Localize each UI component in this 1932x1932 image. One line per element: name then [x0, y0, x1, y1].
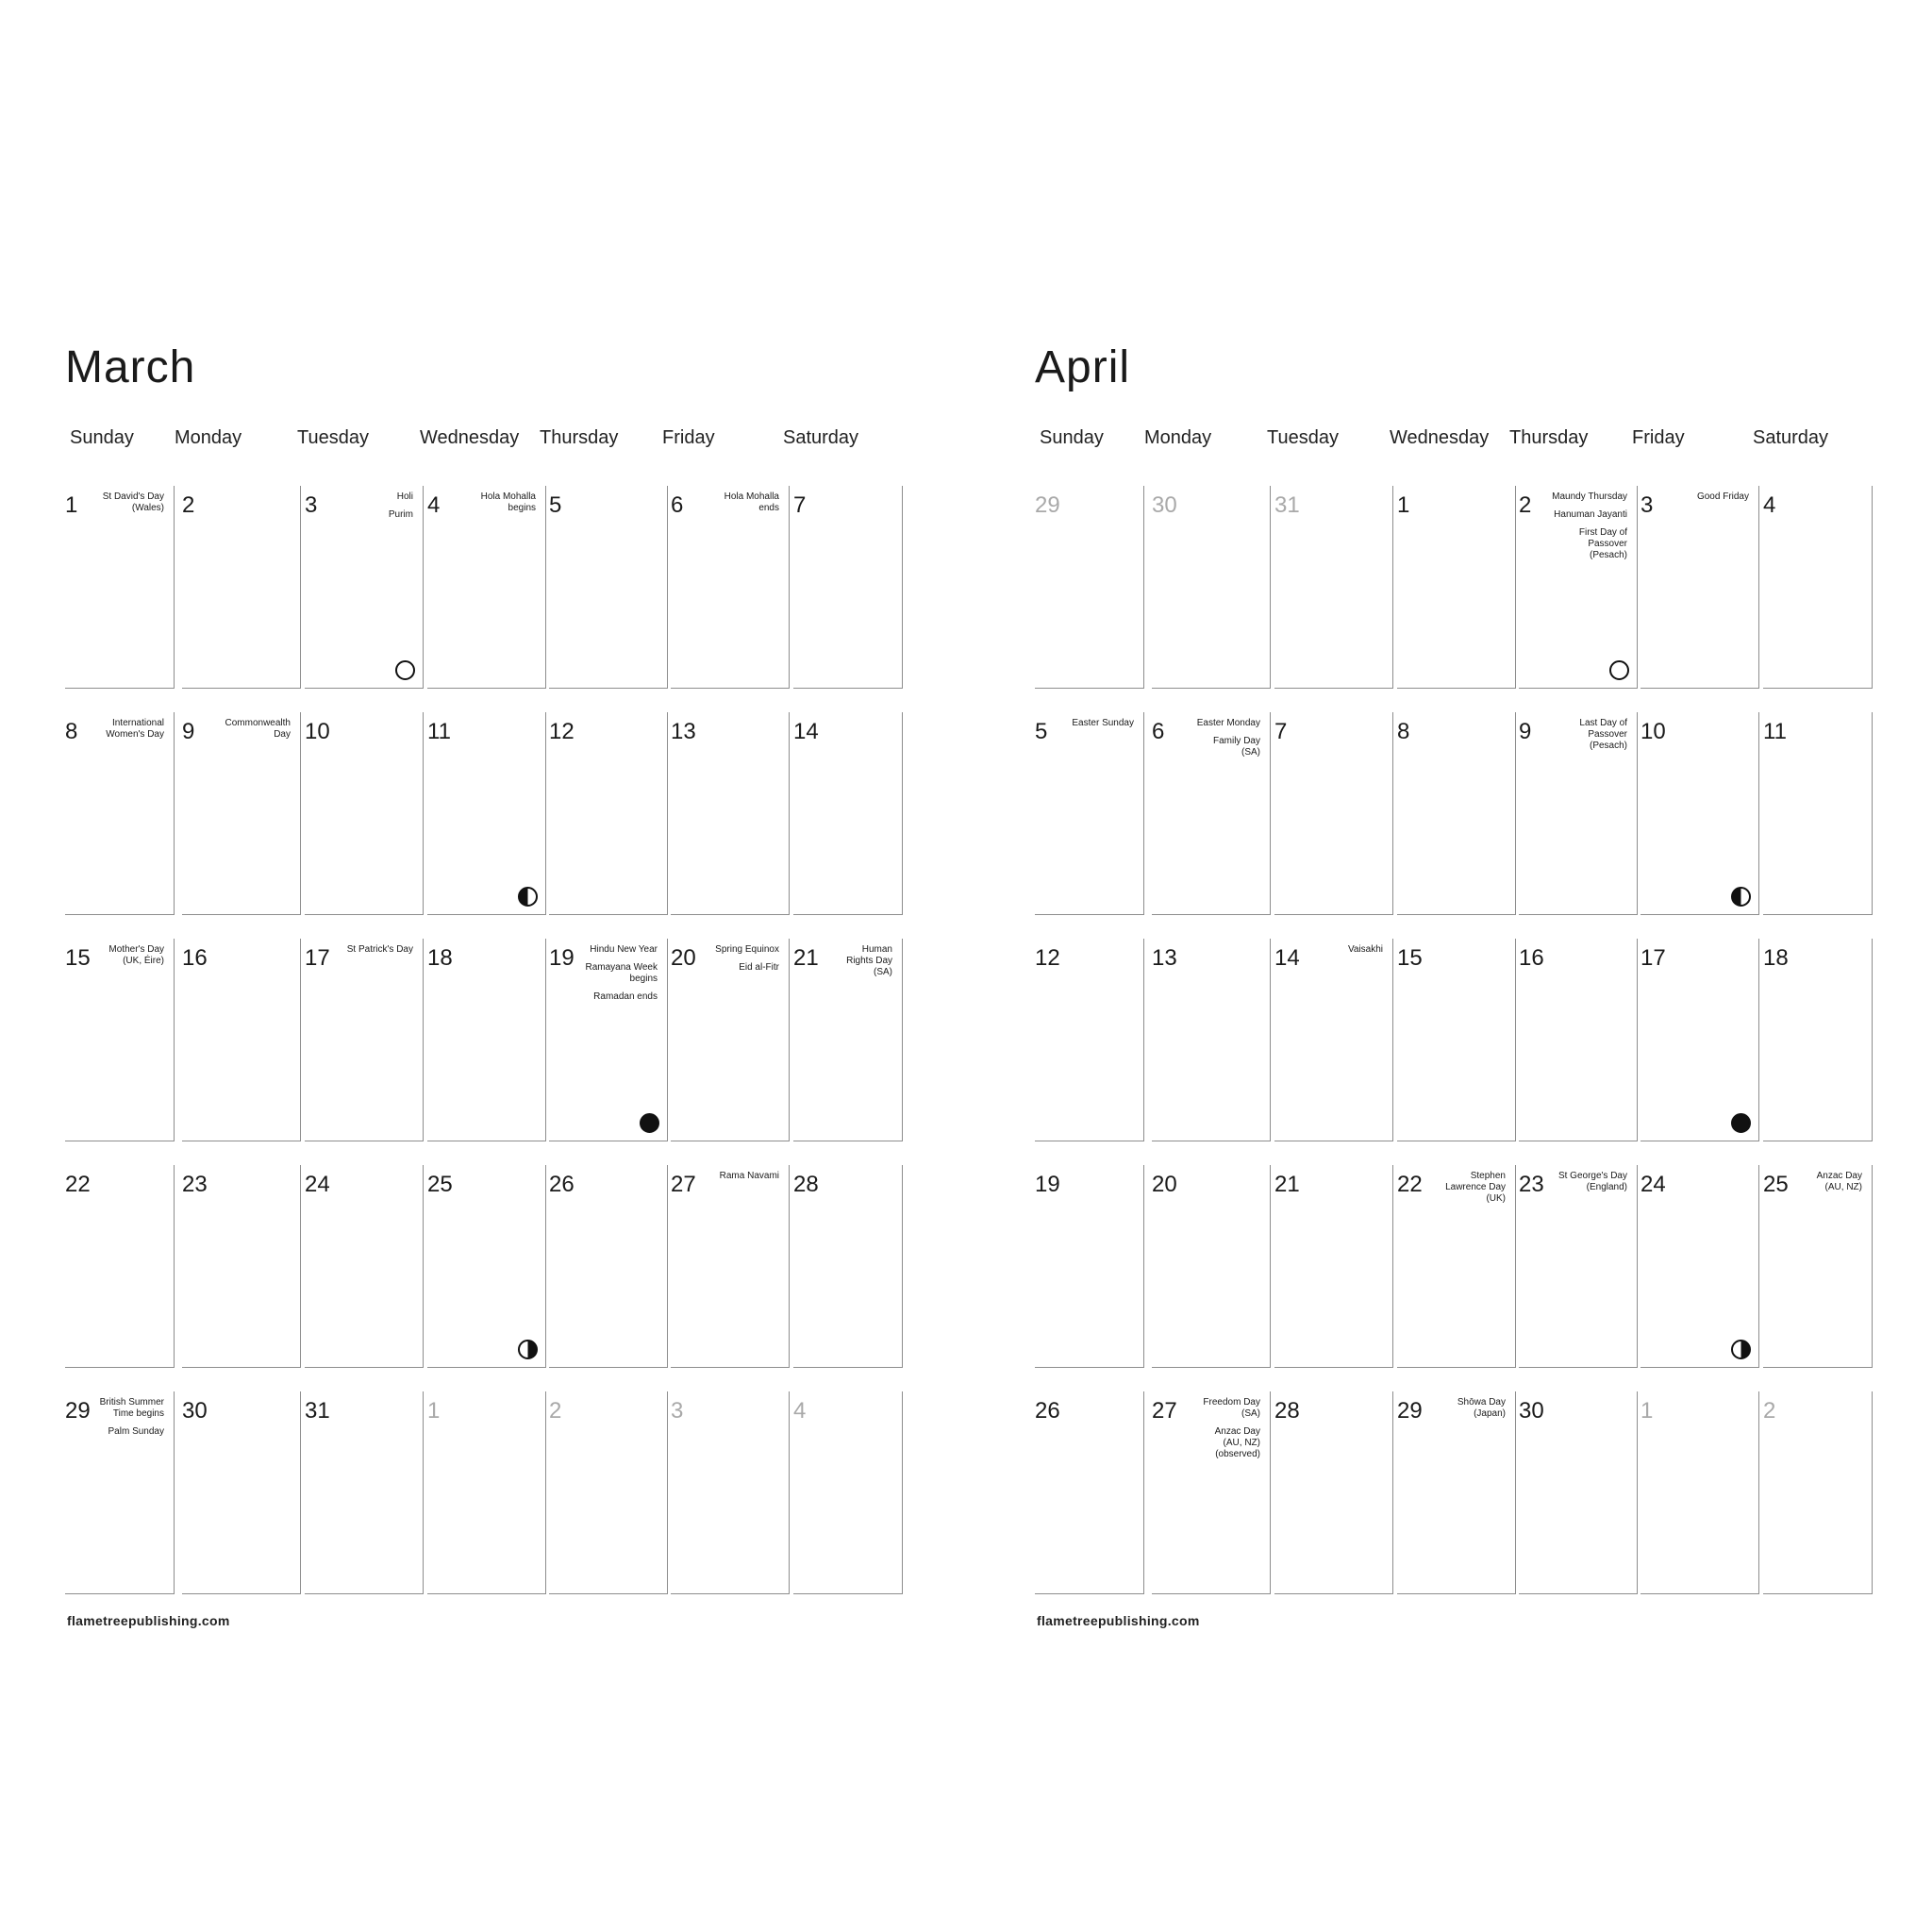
- event-label: St David's Day (Wales): [102, 491, 164, 513]
- event-label: Hanuman Jayanti: [1554, 509, 1627, 520]
- first-quarter-moon-icon: [1731, 1340, 1751, 1359]
- day-number: 19: [1035, 1172, 1060, 1197]
- day-number: 30: [1152, 492, 1177, 518]
- day-number: 15: [1397, 945, 1423, 971]
- day-number: 4: [1763, 492, 1776, 518]
- day-number: 13: [1152, 945, 1177, 971]
- day-number: 25: [1763, 1172, 1789, 1197]
- day-number: 18: [1763, 945, 1789, 971]
- event-label: St George's Day (England): [1557, 1171, 1627, 1192]
- footer-website[interactable]: flametreepublishing.com: [1037, 1613, 1200, 1628]
- month-title: March: [65, 342, 196, 392]
- event-label: Eid al-Fitr: [739, 962, 779, 973]
- day-cell[interactable]: [1641, 1391, 1759, 1594]
- month-title: April: [1035, 342, 1131, 392]
- day-number: 1: [1641, 1398, 1654, 1424]
- day-number: 14: [1274, 945, 1300, 971]
- weekday-tuesday: Tuesday: [1267, 427, 1339, 448]
- event-list: [1552, 1171, 1627, 1200]
- day-cell[interactable]: [793, 939, 903, 1141]
- day-number: 16: [1519, 945, 1544, 971]
- day-number: 31: [1274, 492, 1300, 518]
- day-number: 18: [427, 945, 453, 971]
- day-cell[interactable]: [1763, 1391, 1873, 1594]
- day-number: 3: [1641, 492, 1654, 518]
- day-cell[interactable]: [671, 1165, 790, 1368]
- event-list: [1307, 944, 1383, 962]
- day-cell[interactable]: [1152, 1165, 1271, 1368]
- day-cell[interactable]: [1274, 1165, 1393, 1368]
- calendar-grid: [65, 486, 914, 1618]
- event-list: [1430, 1397, 1506, 1426]
- event-label: Last Day of Passover (Pesach): [1579, 718, 1627, 751]
- event-label: Family Day (SA): [1212, 736, 1260, 758]
- event-list: [704, 491, 779, 521]
- day-number: 30: [182, 1398, 208, 1424]
- day-cell[interactable]: [671, 486, 790, 689]
- event-label: Commonwealth Day: [225, 718, 291, 740]
- day-cell[interactable]: [549, 939, 668, 1141]
- day-cell[interactable]: [1519, 486, 1638, 689]
- day-number: 6: [671, 492, 684, 518]
- day-number: 27: [1152, 1398, 1177, 1424]
- day-cell[interactable]: [182, 486, 301, 689]
- day-number: 3: [671, 1398, 684, 1424]
- day-number: 2: [1763, 1398, 1776, 1424]
- event-list: [704, 1171, 779, 1189]
- event-label: Maundy Thursday: [1552, 491, 1627, 502]
- day-cell[interactable]: [305, 712, 424, 915]
- weekday-thursday: Thursday: [1509, 427, 1589, 448]
- event-label: Anzac Day (AU, NZ) (observed): [1214, 1426, 1260, 1459]
- day-cell[interactable]: [1152, 939, 1271, 1141]
- new-moon-icon: [640, 1113, 659, 1133]
- event-label: Shōwa Day (Japan): [1457, 1397, 1506, 1419]
- day-number: 26: [549, 1172, 575, 1197]
- day-cell[interactable]: [793, 712, 903, 915]
- day-number: 9: [182, 719, 195, 744]
- day-cell[interactable]: [1274, 1391, 1393, 1594]
- day-cell[interactable]: [427, 1165, 546, 1368]
- day-cell[interactable]: [427, 486, 546, 689]
- day-cell[interactable]: [1035, 1391, 1144, 1594]
- day-cell[interactable]: [65, 712, 175, 915]
- day-number: 21: [793, 945, 819, 971]
- day-cell[interactable]: [1274, 939, 1393, 1141]
- event-label: Good Friday: [1696, 491, 1749, 502]
- day-number: 2: [1519, 492, 1532, 518]
- event-list: [1058, 718, 1134, 736]
- day-number: 29: [1397, 1398, 1423, 1424]
- month-april: [1035, 340, 1884, 1628]
- day-cell[interactable]: [793, 486, 903, 689]
- day-cell[interactable]: [549, 1165, 668, 1368]
- event-label: Stephen Lawrence Day (UK): [1445, 1171, 1506, 1204]
- weekday-thursday: Thursday: [540, 427, 619, 448]
- day-number: 12: [1035, 945, 1060, 971]
- day-cell[interactable]: [305, 486, 424, 689]
- calendar-grid: [1035, 486, 1884, 1618]
- day-cell[interactable]: [65, 1165, 175, 1368]
- day-cell[interactable]: [427, 939, 546, 1141]
- day-number: 4: [427, 492, 441, 518]
- day-cell[interactable]: [427, 712, 546, 915]
- day-number: 22: [65, 1172, 91, 1197]
- event-label: Easter Monday: [1196, 718, 1260, 728]
- day-cell[interactable]: [1035, 939, 1144, 1141]
- day-cell[interactable]: [182, 939, 301, 1141]
- month-march: [65, 340, 914, 1628]
- day-number: 19: [549, 945, 575, 971]
- day-number: 23: [1519, 1172, 1544, 1197]
- day-number: 31: [305, 1398, 330, 1424]
- day-number: 23: [182, 1172, 208, 1197]
- day-number: 7: [793, 492, 807, 518]
- day-cell[interactable]: [1152, 1391, 1271, 1594]
- day-number: 30: [1519, 1398, 1544, 1424]
- day-number: 16: [182, 945, 208, 971]
- day-cell[interactable]: [1274, 486, 1393, 689]
- day-number: 13: [671, 719, 696, 744]
- day-number: 27: [671, 1172, 696, 1197]
- event-label: Spring Equinox: [715, 944, 779, 955]
- day-number: 7: [1274, 719, 1288, 744]
- full-moon-icon: [1609, 660, 1629, 680]
- weekday-friday: Friday: [662, 427, 715, 448]
- event-label: Mother's Day (UK, Éire): [108, 944, 164, 966]
- day-cell[interactable]: [671, 712, 790, 915]
- day-number: 24: [1641, 1172, 1666, 1197]
- day-number: 1: [65, 492, 78, 518]
- day-cell[interactable]: [1519, 939, 1638, 1141]
- day-number: 20: [1152, 1172, 1177, 1197]
- day-cell[interactable]: [1763, 1165, 1873, 1368]
- day-cell[interactable]: [305, 939, 424, 1141]
- event-list: [1674, 491, 1749, 509]
- day-cell[interactable]: [793, 1165, 903, 1368]
- day-cell[interactable]: [65, 939, 175, 1141]
- weekday-header: [1035, 419, 1884, 457]
- event-list: [1552, 491, 1627, 568]
- event-list: [1185, 1397, 1260, 1467]
- day-number: 6: [1152, 719, 1165, 744]
- event-list: [89, 1397, 164, 1444]
- day-cell[interactable]: [1152, 712, 1271, 915]
- day-number: 28: [1274, 1398, 1300, 1424]
- weekday-wednesday: Wednesday: [1390, 427, 1490, 448]
- weekday-sunday: Sunday: [70, 427, 134, 448]
- weekday-saturday: Saturday: [1753, 427, 1829, 448]
- event-label: Vaisakhi: [1347, 944, 1383, 955]
- day-number: 4: [793, 1398, 807, 1424]
- day-cell[interactable]: [1274, 712, 1393, 915]
- event-label: British Summer Time begins: [99, 1397, 164, 1419]
- day-cell[interactable]: [1035, 486, 1144, 689]
- weekday-friday: Friday: [1632, 427, 1685, 448]
- day-cell[interactable]: [549, 486, 668, 689]
- day-number: 5: [549, 492, 562, 518]
- full-moon-icon: [395, 660, 415, 680]
- event-list: [1430, 1171, 1506, 1211]
- day-number: 11: [1763, 719, 1787, 744]
- day-number: 26: [1035, 1398, 1060, 1424]
- day-cell[interactable]: [1519, 712, 1638, 915]
- day-cell[interactable]: [549, 712, 668, 915]
- day-number: 15: [65, 945, 91, 971]
- event-list: [1787, 1171, 1862, 1200]
- weekday-saturday: Saturday: [783, 427, 859, 448]
- day-cell[interactable]: [671, 939, 790, 1141]
- day-cell[interactable]: [1152, 486, 1271, 689]
- weekday-monday: Monday: [1144, 427, 1212, 448]
- event-label: International Women's Day: [106, 718, 164, 740]
- day-cell[interactable]: [1641, 712, 1759, 915]
- event-label: Rama Navami: [719, 1171, 779, 1181]
- day-number: 10: [1641, 719, 1666, 744]
- day-number: 10: [305, 719, 330, 744]
- event-label: Ramayana Week begins: [585, 962, 658, 984]
- event-list: [338, 944, 413, 962]
- new-moon-icon: [1731, 1113, 1751, 1133]
- event-list: [1185, 718, 1260, 765]
- day-cell[interactable]: [1035, 1165, 1144, 1368]
- weekday-monday: Monday: [175, 427, 242, 448]
- day-number: 1: [427, 1398, 441, 1424]
- day-number: 28: [793, 1172, 819, 1197]
- day-cell[interactable]: [1519, 1391, 1638, 1594]
- day-cell[interactable]: [65, 1391, 175, 1594]
- day-number: 9: [1519, 719, 1532, 744]
- last-quarter-moon-icon: [1731, 887, 1751, 907]
- event-list: [817, 944, 892, 985]
- day-number: 12: [549, 719, 575, 744]
- day-cell[interactable]: [1397, 1391, 1516, 1594]
- event-list: [89, 718, 164, 747]
- day-cell[interactable]: [549, 1391, 668, 1594]
- event-list: [582, 944, 658, 1009]
- last-quarter-moon-icon: [518, 887, 538, 907]
- event-label: Human Rights Day (SA): [846, 944, 892, 977]
- day-number: 20: [671, 945, 696, 971]
- day-number: 17: [305, 945, 330, 971]
- event-label: Freedom Day (SA): [1203, 1397, 1260, 1419]
- day-cell[interactable]: [182, 712, 301, 915]
- day-number: 21: [1274, 1172, 1300, 1197]
- event-label: First Day of Passover (Pesach): [1578, 527, 1627, 560]
- day-number: 8: [65, 719, 78, 744]
- event-label: St Patrick's Day: [346, 944, 413, 955]
- day-number: 29: [65, 1398, 91, 1424]
- day-number: 25: [427, 1172, 453, 1197]
- day-number: 8: [1397, 719, 1410, 744]
- event-list: [460, 491, 536, 521]
- day-number: 3: [305, 492, 318, 518]
- weekday-header: [65, 419, 914, 457]
- day-cell[interactable]: [1641, 486, 1759, 689]
- day-cell[interactable]: [1641, 939, 1759, 1141]
- event-list: [338, 491, 413, 527]
- event-label: Easter Sunday: [1072, 718, 1134, 728]
- event-label: Hola Mohalla ends: [724, 491, 779, 513]
- day-cell[interactable]: [793, 1391, 903, 1594]
- day-cell[interactable]: [427, 1391, 546, 1594]
- day-cell[interactable]: [1397, 486, 1516, 689]
- footer-website[interactable]: flametreepublishing.com: [67, 1613, 230, 1628]
- event-list: [89, 491, 164, 521]
- event-label: Hola Mohalla begins: [480, 491, 536, 513]
- event-label: Hindu New Year: [590, 944, 658, 955]
- day-number: 22: [1397, 1172, 1423, 1197]
- day-number: 5: [1035, 719, 1048, 744]
- day-number: 11: [427, 719, 451, 744]
- event-label: Purim: [388, 509, 413, 520]
- day-cell[interactable]: [1397, 712, 1516, 915]
- event-list: [1552, 718, 1627, 758]
- weekday-wednesday: Wednesday: [420, 427, 520, 448]
- day-cell[interactable]: [65, 486, 175, 689]
- weekday-tuesday: Tuesday: [297, 427, 369, 448]
- first-quarter-moon-icon: [518, 1340, 538, 1359]
- day-number: 24: [305, 1172, 330, 1197]
- day-cell[interactable]: [1519, 1165, 1638, 1368]
- day-cell[interactable]: [182, 1165, 301, 1368]
- event-label: Holi: [396, 491, 413, 502]
- day-number: 17: [1641, 945, 1666, 971]
- event-label: Palm Sunday: [108, 1426, 164, 1437]
- day-number: 29: [1035, 492, 1060, 518]
- day-number: 1: [1397, 492, 1410, 518]
- day-cell[interactable]: [1763, 486, 1873, 689]
- day-number: 2: [549, 1398, 562, 1424]
- day-cell[interactable]: [305, 1391, 424, 1594]
- event-label: Ramadan ends: [593, 991, 658, 1002]
- weekday-sunday: Sunday: [1040, 427, 1104, 448]
- day-cell[interactable]: [671, 1391, 790, 1594]
- day-cell[interactable]: [1035, 712, 1144, 915]
- day-cell[interactable]: [1763, 712, 1873, 915]
- event-list: [89, 944, 164, 974]
- day-number: 2: [182, 492, 195, 518]
- day-cell[interactable]: [182, 1391, 301, 1594]
- day-cell[interactable]: [1763, 939, 1873, 1141]
- day-number: 14: [793, 719, 819, 744]
- day-cell[interactable]: [305, 1165, 424, 1368]
- event-list: [215, 718, 291, 747]
- event-list: [704, 944, 779, 980]
- event-label: Anzac Day (AU, NZ): [1816, 1171, 1862, 1192]
- day-cell[interactable]: [1397, 1165, 1516, 1368]
- day-cell[interactable]: [1641, 1165, 1759, 1368]
- day-cell[interactable]: [1397, 939, 1516, 1141]
